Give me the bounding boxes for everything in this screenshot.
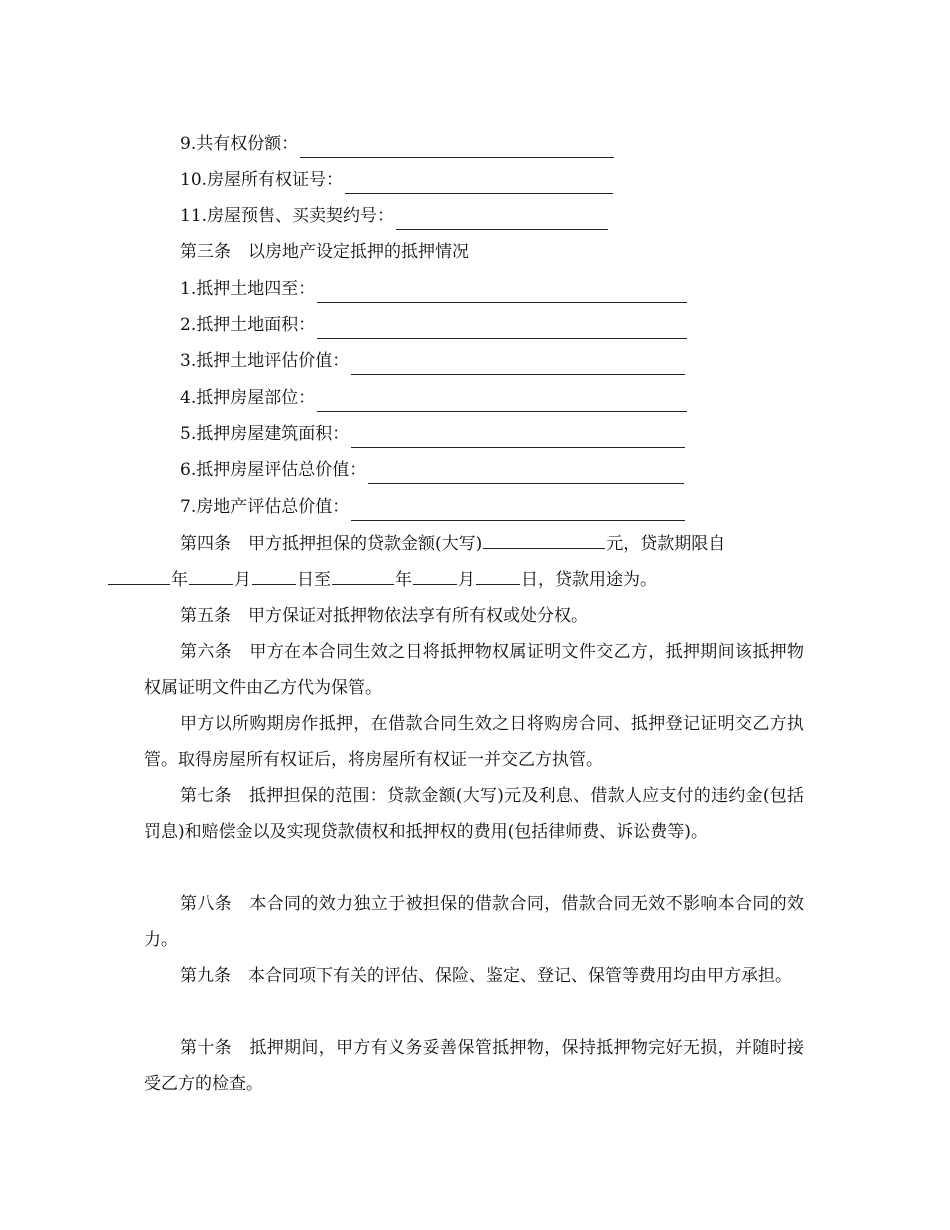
field-label: 11.房屋预售、买卖契约号： [180,206,395,226]
fill-blank[interactable] [368,463,684,484]
article-3-heading: 第三条 以房地产设定抵押的抵押情况 [180,242,469,262]
fill-blank[interactable] [300,137,614,158]
article-4-text-1: 第四条 甲方抵押担保的贷款金额(大写) [180,534,483,554]
article-8: 第八条 本合同的效力独立于被担保的借款合同，借款合同无效不影响本合同的效力。 [144,894,804,950]
fill-blank[interactable] [317,318,687,339]
field-label: 7.房地产评估总价值： [180,497,350,517]
field-land-area [180,311,687,339]
day-purpose-label: 日，贷款用途为。 [521,570,657,590]
fill-blank[interactable] [351,500,685,521]
day-to-label: 日至 [297,570,331,590]
year-label: 年 [171,570,188,590]
start-day-blank[interactable] [252,566,296,585]
article-7: 第七条 抵押担保的范围：贷款金额(大写)元及利息、借款人应支付的违约金(包括罚息)和赔偿金以及实现贷款债权和抵押权的费用(包括律师费、诉讼费等)。 [144,786,804,842]
field-label: 10.房屋所有权证号： [180,170,344,190]
article-9: 第九条 本合同项下有关的评估、保险、鉴定、登记、保管等费用均由甲方承担。 [180,966,792,986]
field-label: 5.抵押房屋建筑面积： [180,424,350,444]
fill-blank[interactable] [317,391,687,412]
article-4-text-2: 元，贷款期限自 [606,534,726,554]
field-land-boundaries [180,275,687,303]
field-property-certificate-no [180,166,613,194]
article-6-supplement: 甲方以所购期房作抵押，在借款合同生效之日将购房合同、抵押登记证明交乙方执管。取得房屋所有权证后，将房屋所有权证一并交乙方执管。 [144,714,804,770]
article-5: 第五条 甲方保证对抵押物依法享有所有权或处分权。 [180,606,588,626]
start-year-blank[interactable] [108,566,170,585]
month-label: 月 [458,570,475,590]
fill-blank[interactable] [396,209,608,230]
field-land-valuation [180,347,685,375]
fill-blank[interactable] [317,282,687,303]
field-label: 1.抵押土地四至： [180,279,316,299]
start-month-blank[interactable] [189,566,233,585]
field-label: 6.抵押房屋评估总价值： [180,460,367,480]
field-label: 9.共有权份额： [180,134,299,154]
field-label: 3.抵押土地评估价值： [180,351,350,371]
fill-blank[interactable] [351,354,685,375]
field-house-location [180,384,687,412]
article-6: 第六条 甲方在本合同生效之日将抵押物权属证明文件交乙方，抵押期间该抵押物权属证明文件由乙方代为保管。 [144,642,804,698]
end-day-blank[interactable] [476,566,520,585]
field-real-estate-total-valuation [180,493,685,521]
end-year-blank[interactable] [332,566,394,585]
article-4 [144,526,804,598]
field-presale-contract-no [180,202,608,230]
field-house-total-valuation [180,456,684,484]
year-label: 年 [395,570,412,590]
field-co-ownership-share [180,130,614,158]
field-label: 2.抵押土地面积： [180,315,316,335]
fill-blank[interactable] [345,173,613,194]
field-house-floor-area [180,420,685,448]
article-10: 第十条 抵押期间，甲方有义务妥善保管抵押物，保持抵押物完好无损，并随时接受乙方的检查。 [144,1038,804,1094]
loan-amount-blank[interactable] [483,530,605,549]
field-label: 4.抵押房屋部位： [180,388,316,408]
fill-blank[interactable] [351,427,685,448]
month-label: 月 [234,570,251,590]
end-month-blank[interactable] [413,566,457,585]
